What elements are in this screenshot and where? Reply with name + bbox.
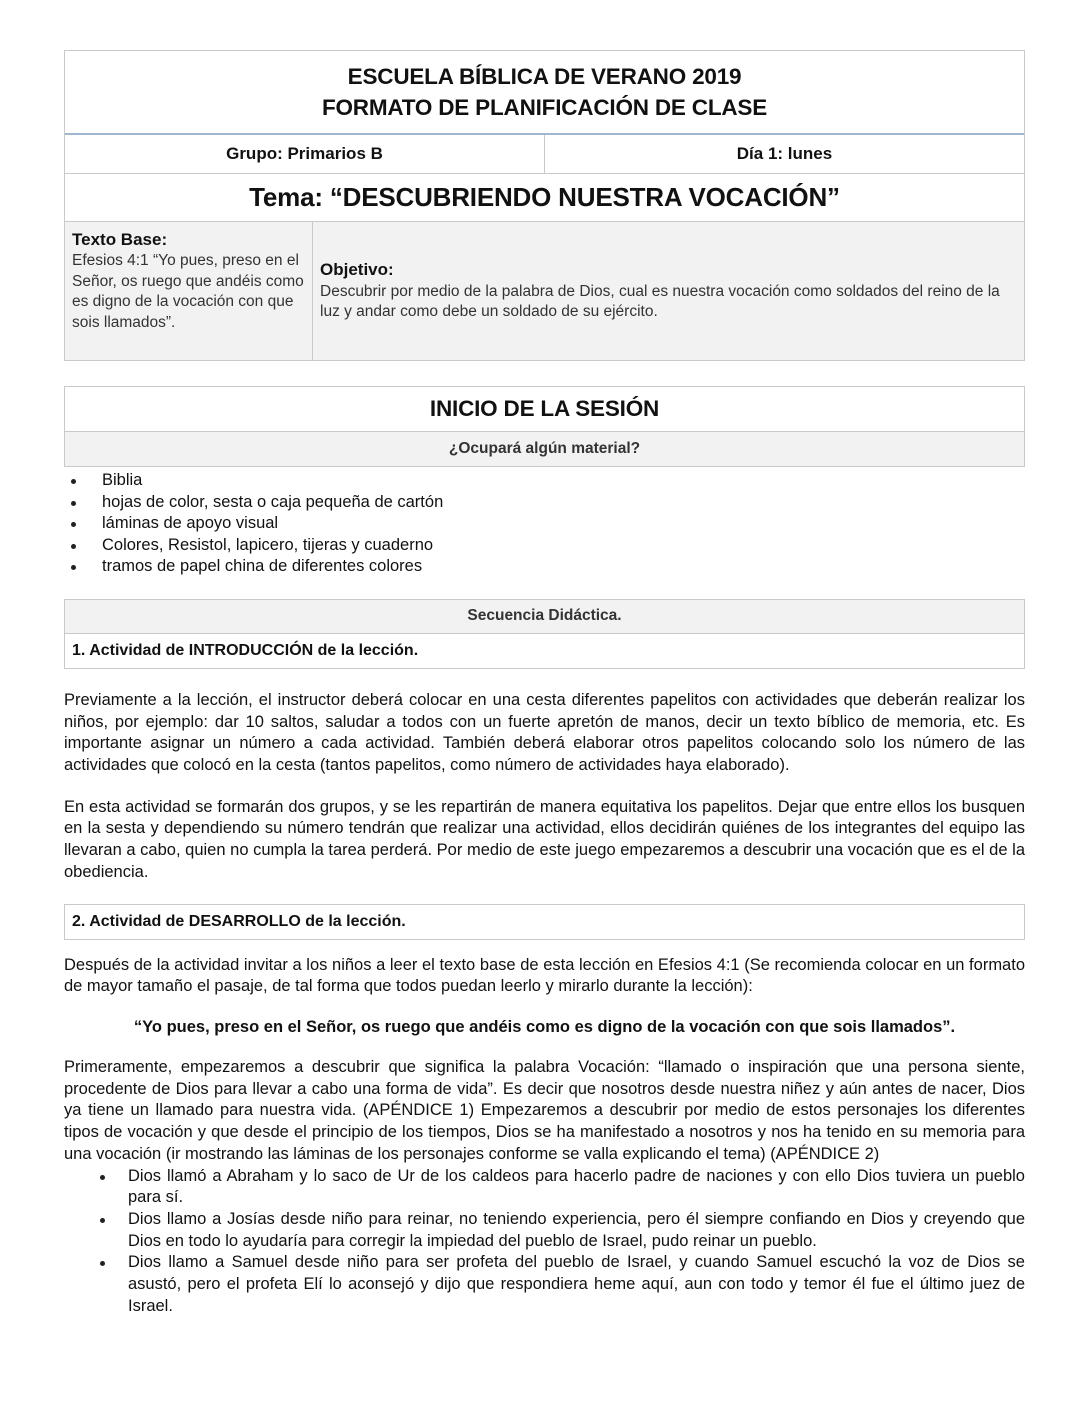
header-table [64, 50, 1025, 361]
page [64, 50, 1025, 1317]
material-question: ¿Ocupará algún material? [65, 432, 1024, 466]
sequence-title: Secuencia Didáctica. [65, 600, 1024, 634]
list-item: Dios llamó a Abraham y lo saco de Ur de los caldeos para hacerlo padre de naciones y con ello Dios tuviera un pueblo para sí. [64, 1166, 1025, 1209]
list-item: Dios llamo a Samuel desde niño para ser profeta del pueblo de Israel, y cuando Samuel escuchó la voz de Dios se asustó, pero el profeta Elí lo aconsejó y dijo que respondiera heme aquí, aun con todo y temor él fue el último juez de Israel. [64, 1252, 1025, 1317]
objective-cell [313, 222, 1024, 360]
list-item: Dios llamo a Josías desde niño para reinar, no teniendo experiencia, pero él siempre confiando en Dios y creyendo que Dios en todo lo ayudaría para corregir la impiedad del pueblo de Israel, pudo reinar un pueblo. [64, 1209, 1025, 1252]
activity-2-paragraph-2: Primeramente, empezaremos a descubrir que significa la palabra Vocación: “llamado o inspiración que una persona siente, procedente de Dios para llevar a cabo una forma de vida”. Es decir que nosotros desde nuestra niñez y aún antes de nacer, Dios ya tiene un llamado para nuestra vida. (APÉNDICE 1) Empezaremos a descubrir por medio de estos personajes los diferentes tipos de vocación y que desde el principio de los tiempos, Dios se ha manifestado a nosotros y nos ha tenido en su memoria para una vocación (ir mostrando las láminas de los personajes conforme se valla explicando el tema) (APÉNDICE 2) [64, 1058, 1025, 1163]
list-item: láminas de apoyo visual [64, 513, 1025, 535]
base-text-label: Texto Base: [72, 230, 168, 249]
base-text-cell [65, 222, 313, 360]
session-box [64, 386, 1025, 467]
list-item: Colores, Resistol, lapicero, tijeras y cuaderno [64, 535, 1025, 557]
list-item: Biblia [64, 470, 1025, 492]
theme-title: Tema: “DESCUBRIENDO NUESTRA VOCACIÓN” [65, 174, 1024, 222]
activity-1-paragraph-1: Previamente a la lección, el instructor deberá colocar en una cesta diferentes papelitos con actividades que deberán realizar los niños, por ejemplo: dar 10 saltos, saludar a todos con un fuerte apretón de manos, decir un texto bíblico de memoria, etc. Es importante asignar un número a cada actividad. También deberá elaborar otros papelitos colocando solo los número de las actividades que colocó en la cesta (tantos papelitos, como número de actividades haya elaborado). [64, 690, 1025, 775]
sequence-box [64, 599, 1025, 669]
base-text: Efesios 4:1 “Yo pues, preso en el Señor, os ruego que andéis como es digno de la vocación con que sois llamados”. [72, 252, 304, 331]
list-item: tramos de papel china de diferentes colores [64, 556, 1025, 578]
examples-list [64, 1166, 1025, 1318]
objective-label: Objetivo: [320, 260, 394, 279]
group-day-row [65, 135, 1024, 174]
objective-text: Descubrir por medio de la palabra de Dios, cual es nuestra vocación como soldados del reino de la luz y andar como debe un soldado de su ejército. [320, 283, 1000, 320]
activity-2-paragraph-1: Después de la actividad invitar a los niños a leer el texto base de esta lección en Efesios 4:1 (Se recomienda colocar en un formato de mayor tamaño el pasaje, de tal forma que todos puedan leerlo y mirarlo durante la lección): [64, 955, 1025, 996]
group-label: Grupo: Primarios B [65, 135, 545, 173]
materials-list [64, 470, 1025, 578]
list-item: hojas de color, sesta o caja pequeña de cartón [64, 492, 1025, 514]
title-line-1: ESCUELA BÍBLICA DE VERANO 2019 [347, 64, 742, 89]
activity-1-paragraph-2: En esta actividad se formarán dos grupos, y se les repartirán de manera equitativa los papelitos. Dejar que entre ellos los busquen en la sesta y dependiendo su número tendrán que realizar una actividad, ellos decidirán quiénes de los integrantes del equipo las llevaran a cabo, quien no cumpla la tarea perderá. Por medio de este juego empezaremos a descubrir una vocación que es el de la obediencia. [64, 797, 1025, 881]
base-objective-row [65, 222, 1024, 360]
activity-1-heading: 1. Actividad de INTRODUCCIÓN de la lección. [72, 641, 419, 659]
bible-quote: “Yo pues, preso en el Señor, os ruego que andéis como es digno de la vocación con que sois llamados”. [133, 1018, 956, 1036]
day-label: Día 1: lunes [736, 144, 833, 163]
session-title: INICIO DE LA SESIÓN [65, 387, 1024, 432]
document-title [65, 51, 1024, 135]
activity-2-heading: 2. Actividad de DESARROLLO de la lección. [64, 904, 1025, 940]
title-line-2: FORMATO DE PLANIFICACIÓN DE CLASE [321, 95, 768, 120]
